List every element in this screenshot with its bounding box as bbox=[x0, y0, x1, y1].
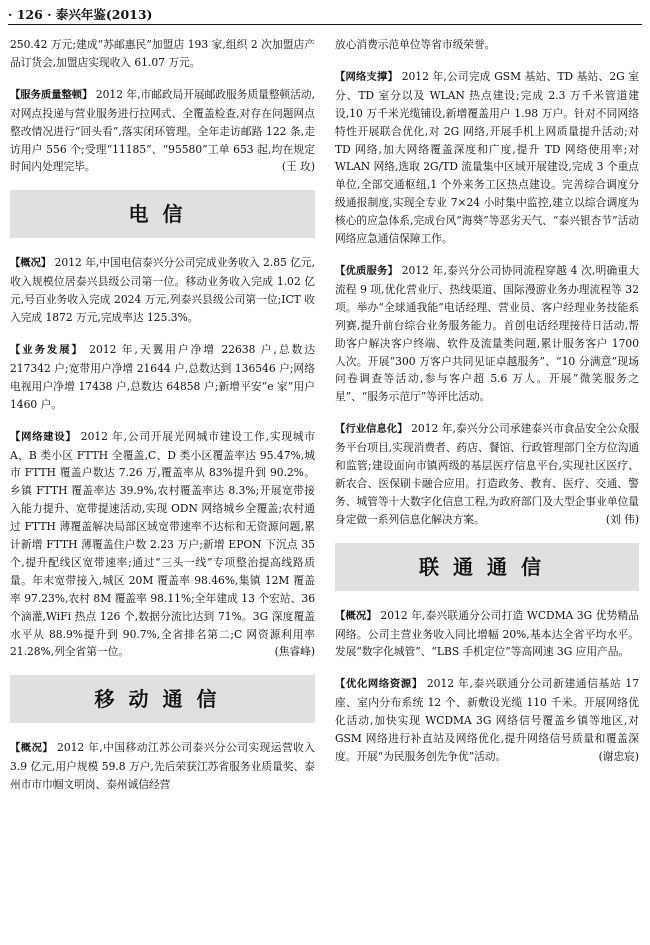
paragraph-text: 2012 年,市邮政局开展邮政服务质量整顿活动,对网点投递与营业服务进行拉网式、全覆盖检查,对存在问题网点整改情况进行“回头看”,落实闭环管理。全年走访邮路 122 条,走访用户 556 个;受理“11185”、“95580”工单 653 起,均在规定时间内处理完毕。 bbox=[10, 87, 315, 174]
paragraph-text: 2012 年,公司开展光网城市建设工作,实现城市 A、B 类小区 FTTH 全覆盖,C、D 类小区覆盖率达 95.47%,城市 FTTH 覆盖户数达 7.26 万,覆盖率从 83%提升到 90.2%。乡镇 FTTH 覆盖率达 39.9%,农村覆盖率达 8.3%;开展宽带接入能力提升、宽带提速活动,实现 ODN 网络城乡全覆盖;农村通过 FTTH 薄覆盖解决局部区域宽带速率不达标和无资源问题,累计新增 FTTH 薄覆盖住户数 2.23 万户;新增 EPON 下沉点 35 个,提升配线区宽带速率;通过“三头一线”专项整治提高线路质量。年末宽带接入,城区 20M 覆盖率 98.46%,集镇 12M 覆盖率 97.23%,农村 8M 覆盖率 98.11%;全年建成 13 个宏站、36 个滴灌,WiFi 热点 126 个,数据分流比达到 71%。3G 深度覆盖水平从 88.9%提升到 90.7%,全省排名第二;C 网资源利用率 21.28%,列全省第一位。 bbox=[10, 429, 316, 659]
paragraph-heading: 【行业信息化】 bbox=[335, 423, 408, 436]
paragraph bbox=[10, 86, 315, 177]
paragraph-heading: 【服务质量整顿】 bbox=[10, 88, 93, 101]
paragraph-heading: 【优质服务】 bbox=[335, 264, 399, 277]
section-title-mobile: 移动通信 bbox=[10, 675, 315, 723]
paragraph-text: 2012 年,泰兴分公司承建泰兴市食品安全公众服务平台项目,实现消费者、药店、餐馆、行政管理部门全方位沟通和监管;建设面向市镇两级的基层医疗信息平台,实现社区医疗、新农合、医保刷卡融合应用。打造政务、教育、医疗、交通、警务、城管等十大数字化信息工程,为政府部门及大型企事业单位量身定做一系列信息化解决方案。 bbox=[335, 422, 639, 526]
section-title-telecom: 电信 bbox=[10, 190, 315, 238]
paragraph bbox=[335, 675, 639, 766]
paragraph-text: 2012 年,中国电信泰兴分公司完成业务收入 2.85 亿元,收入规模位居泰兴县级公司第一位。移动业务收入完成 1.02 亿元,号百业务收入完成 2024 万元,列泰兴县级公司第一位;ICT 收入完成 1872 万元,完成率达 125.3%。 bbox=[10, 256, 315, 325]
paragraph bbox=[10, 254, 315, 327]
paragraph-heading: 【优化网络资源】 bbox=[335, 678, 423, 691]
paragraph bbox=[10, 739, 315, 794]
paragraph-text: 2012 年,中国移动江苏公司泰兴分公司实现运营收入 3.9 亿元,用户规模 59.8 万户,先后荣获江苏省服务业质量奖、泰州市市巾帼文明岗、泰州诚信经营 bbox=[10, 741, 315, 792]
paragraph-text: 2012 年,泰兴联通分公司打造 WCDMA 3G 优势精品网络。公司主营业务收入同比增幅 20%,基本达全省平均水平。发展“数字化城管”、“LBS 手机定位”等高网速 3G 应用产品。 bbox=[335, 608, 639, 659]
author: (焦睿峰) bbox=[274, 645, 315, 659]
paragraph bbox=[335, 68, 639, 248]
header-rule bbox=[8, 24, 642, 25]
paragraph-heading: 【概况】 bbox=[335, 609, 377, 622]
paragraph-heading: 【网络支撑】 bbox=[335, 70, 399, 83]
author: (王 玫) bbox=[281, 160, 315, 174]
paragraph-text: 2012 年,泰兴分公司协同流程穿越 4 次,明确重大流程 9 项,优化营业厅、热线渠道、国际漫游业务办理流程等 32 项。举办“全球通我能”电话经理、营业员、客户经理业务技能系列赛,提升前台综合业务服务能力。首创电话经理接待日活动,帮助客户解决客户终端、软件及流量类问题,累计服务客户 1700 人次。开展“300 万客户共同见证卓越服务”、“10 分满意”现场问卷调查等活动,参与客户超 5.6 万人。开展“微笑服务之星”、“服务示范厅”等评比活动。 bbox=[335, 263, 640, 404]
right-column bbox=[335, 36, 639, 780]
paragraph-heading: 【概况】 bbox=[10, 257, 52, 270]
paragraph-text: 2012 年,泰兴联通分公司新建通信基站 17 座、室内分布系统 12 个、新敷设光缆 110 千米。开展网络优化活动,加快实现 WCDMA 3G 网络信号覆盖乡镇等地区,对 GSM 网络进行补直站及网络优化,提升网络信号质量和覆盖深度。开展“为民服务创先争优”活动。 bbox=[335, 677, 640, 763]
author: (谢忠宸) bbox=[598, 750, 639, 763]
paragraph bbox=[335, 36, 639, 54]
page-number-title: · 126 · 泰兴年鉴(2013) bbox=[8, 7, 153, 22]
paragraph-text: 2012 年,天翼用户净增 22638 户,总数达 217342 户;宽带用户净增 21644 户,总数达到 136546 户;网络电视用户净增 17438 户,总数达 64858 户;新增平安“e 家”用户 1460 户。 bbox=[10, 342, 316, 411]
paragraph bbox=[10, 428, 315, 662]
paragraph-text: 放心消费示范单位等省市级荣誉。 bbox=[335, 38, 496, 51]
paragraph-text: 2012 年,公司完成 GSM 基站、TD 基站、2G 室分、TD 室分以及 WLAN 热点建设;完成 2.3 万千米管道建设,10 万千米光缆铺设,新增覆盖用户 1.98 万户。针对不同网络特性开展联合优化,对 2G 网络,开展手机上网质量提升活动;对 TD 网络,加大网络覆盖深度和广度,提升 TD 网络使用率;对 WLAN 网络,选取 2G/TD 流量集中区域开展建设,完成 3 个重点单位,全部交通枢纽,1 个外来务工区热点建设。完善综合调度分级通报制度,实现全专业 7×24 小时集中监控,建立以综合调度为核心的应急体系,完成台风“海葵”等恶劣天气、“泰兴银杏节”活动网络应急通信保障工作。 bbox=[335, 69, 640, 246]
section-title-unicom: 联通通信 bbox=[335, 543, 639, 591]
paragraph bbox=[335, 607, 639, 662]
author: (刘 伟) bbox=[605, 512, 639, 526]
paragraph bbox=[335, 420, 639, 528]
paragraph-heading: 【概况】 bbox=[10, 742, 54, 755]
paragraph-heading: 【网络建设】 bbox=[10, 430, 77, 443]
paragraph-text: 250.42 万元;建成“苏邮惠民”加盟店 193 家,组织 2 次加盟店产品订货会,加盟店实现收入 61.07 万元。 bbox=[10, 38, 315, 69]
left-column bbox=[10, 36, 315, 808]
paragraph bbox=[10, 36, 315, 72]
paragraph bbox=[10, 341, 315, 414]
page-header bbox=[0, 0, 650, 26]
paragraph bbox=[335, 262, 639, 406]
paragraph-heading: 【业务发展】 bbox=[10, 343, 84, 356]
